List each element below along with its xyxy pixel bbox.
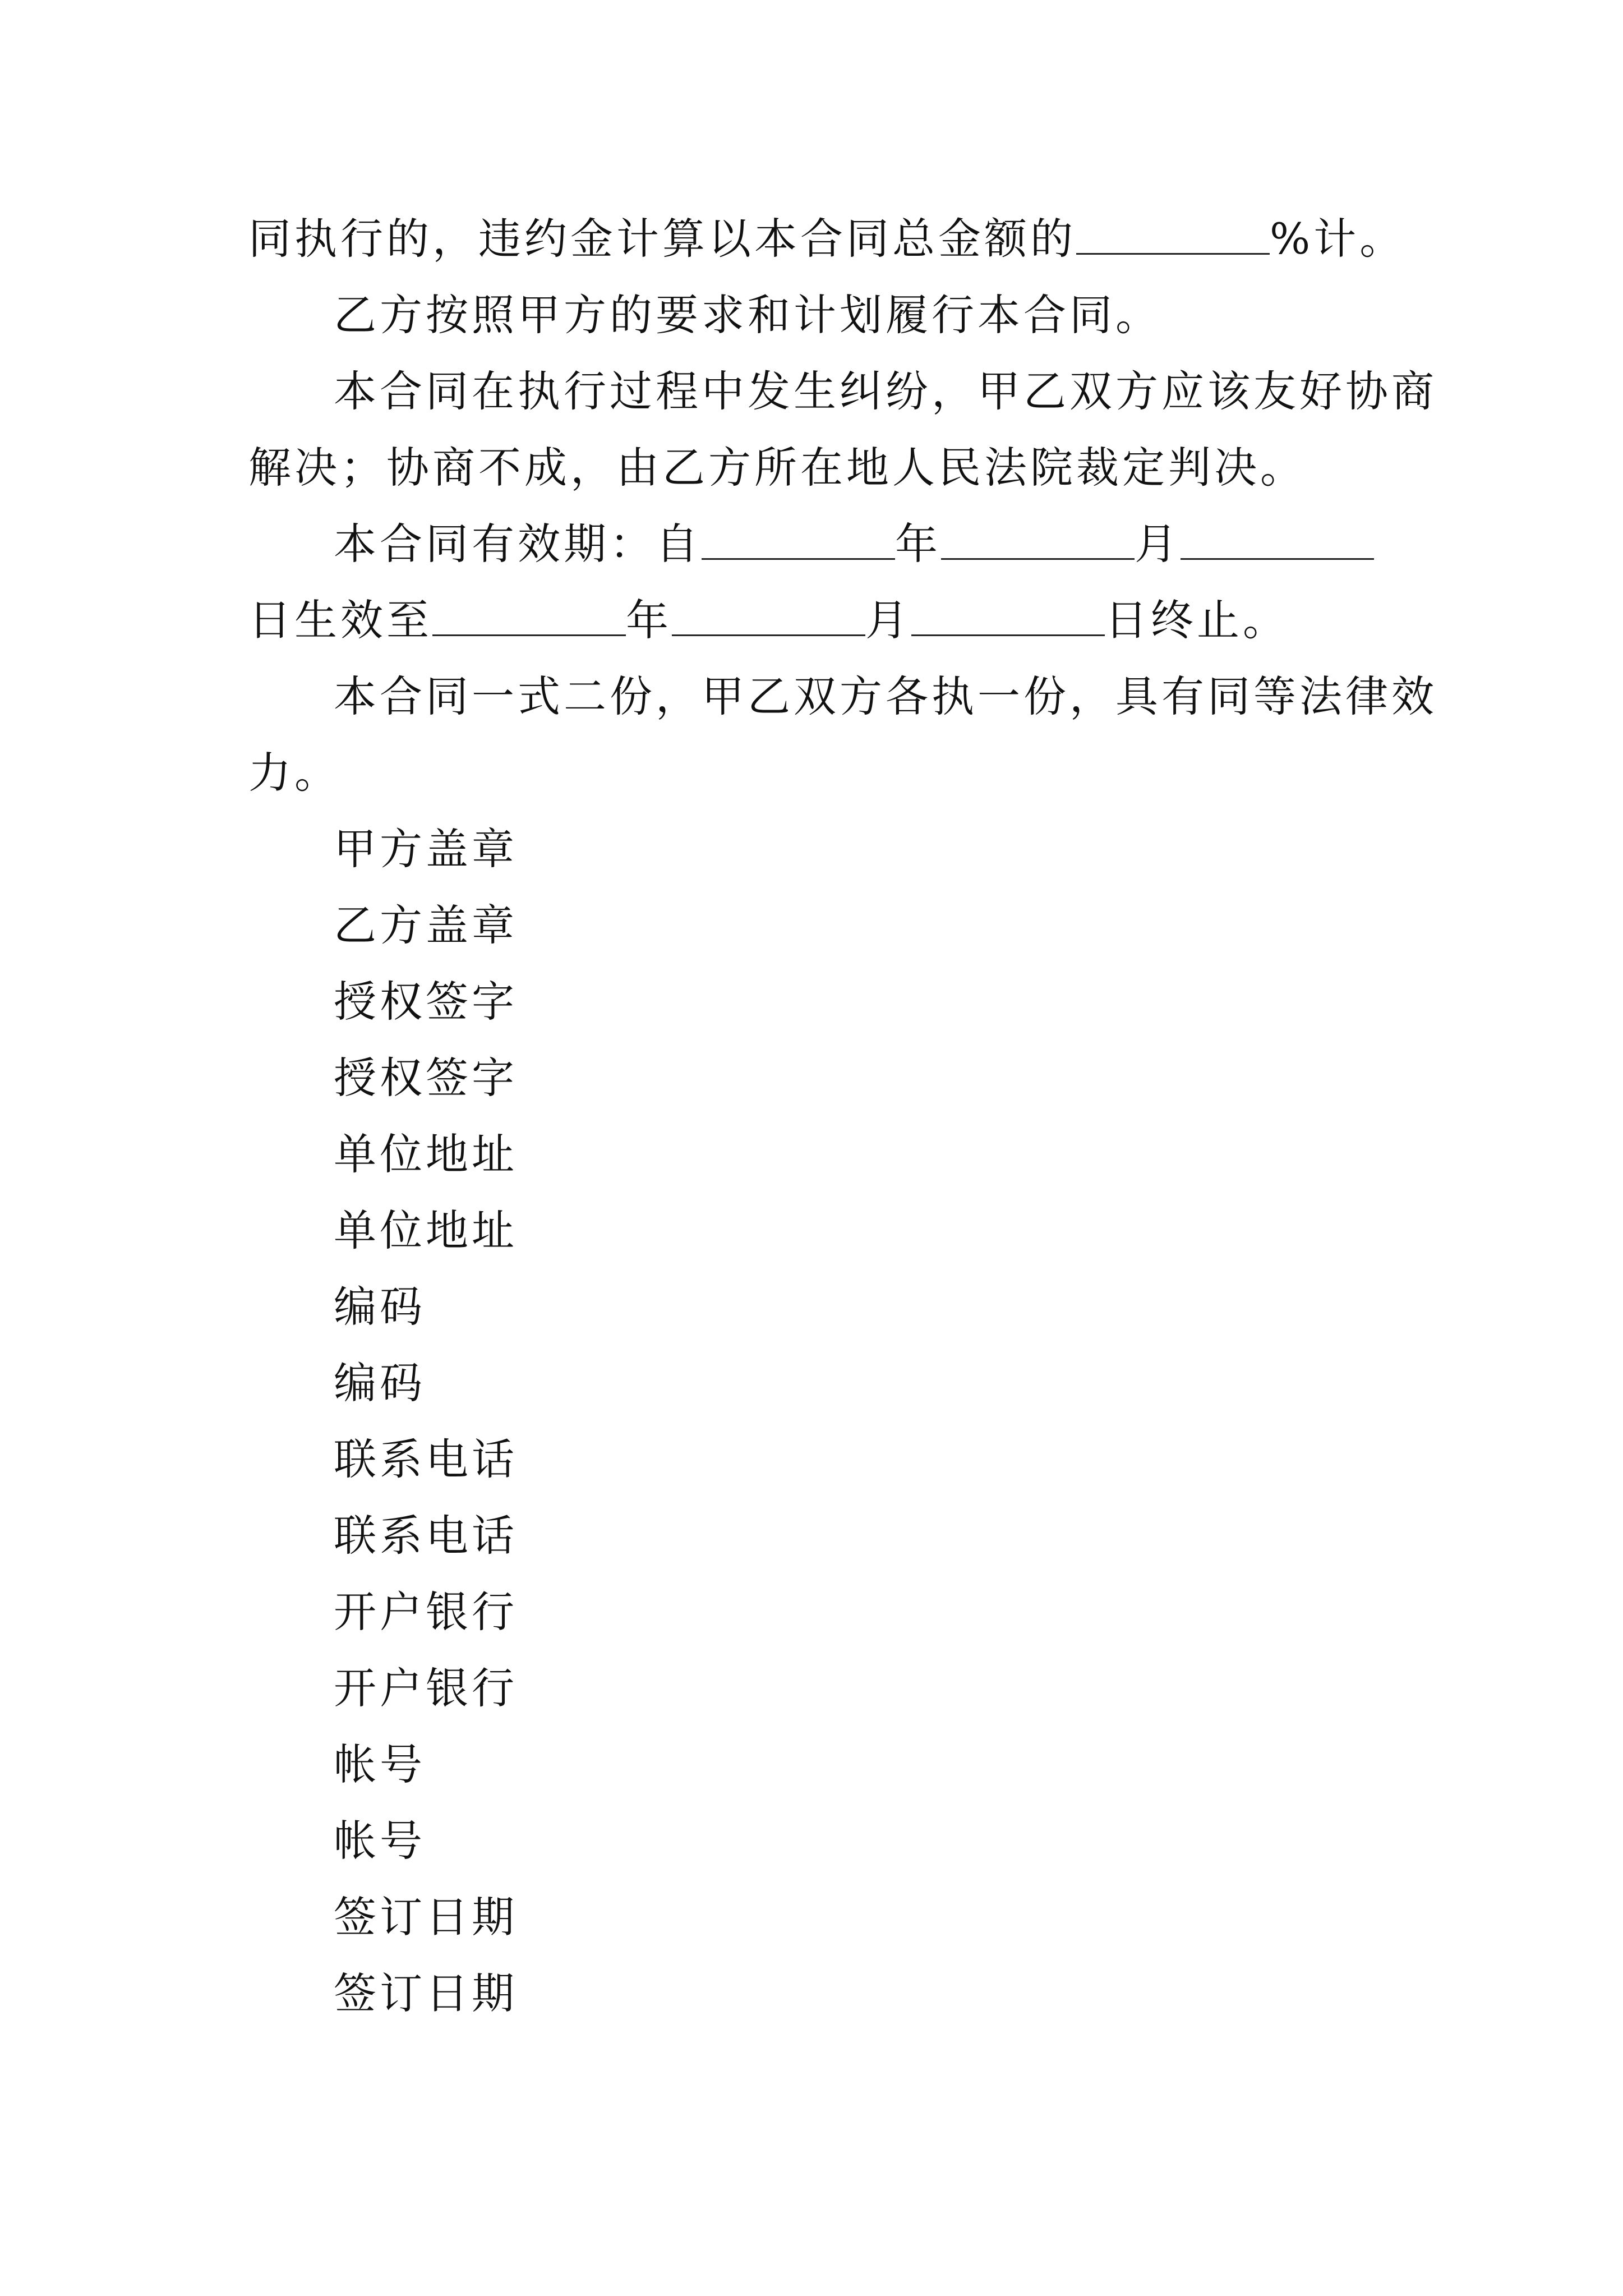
signature-field-party-b-seal: 乙方盖章 (334, 900, 518, 950)
signature-field-phone: 联系电话 (334, 1434, 518, 1484)
signature-field-account: 帐号 (334, 1816, 426, 1866)
dispute-clause-line-2: 解决；协商不成，由乙方所在地人民法院裁定判决。 (248, 443, 1306, 493)
signature-field-authorized-signature: 授权签字 (334, 1053, 518, 1103)
contract-body (248, 201, 1437, 2032)
signature-field-sign-date: 签订日期 (334, 1892, 518, 1942)
validity-prefix: 本合同有效期：自 (334, 519, 702, 569)
effective-to-text: 日生效至 (248, 595, 432, 645)
start-month-blank (941, 524, 1135, 560)
year-label: 年 (626, 595, 672, 645)
signature-fields (248, 811, 1387, 2032)
penalty-clause-text: 同执行的，违约金计算以本合同总金额的 (248, 214, 1076, 264)
copies-clause-line-2: 力。 (248, 748, 340, 798)
signature-field-sign-date: 签订日期 (334, 1968, 518, 2018)
signature-field-address: 单位地址 (334, 1129, 518, 1179)
start-day-blank (1181, 524, 1374, 560)
performance-clause: 乙方按照甲方的要求和计划履行本合同。 (334, 290, 1161, 340)
signature-field-authorized-signature: 授权签字 (334, 977, 518, 1027)
year-label: 年 (895, 519, 941, 569)
signature-field-account: 帐号 (334, 1740, 426, 1789)
copies-clause-line-1: 本合同一式二份，甲乙双方各执一份，具有同等法律效 (334, 671, 1437, 721)
signature-field-postcode: 编码 (334, 1282, 426, 1332)
termination-text: 日终止。 (1105, 595, 1289, 645)
month-label: 月 (865, 595, 911, 645)
signature-field-phone: 联系电话 (334, 1511, 518, 1561)
month-label: 月 (1135, 519, 1181, 569)
validity-clause-line-1 (248, 506, 1387, 582)
end-year-blank (432, 601, 626, 636)
penalty-clause (248, 201, 1406, 277)
signature-field-party-a-seal: 甲方盖章 (334, 824, 518, 874)
signature-field-bank: 开户银行 (334, 1663, 518, 1713)
signature-field-postcode: 编码 (334, 1358, 426, 1408)
validity-clause-line-2 (248, 582, 1387, 659)
end-day-blank (911, 601, 1105, 636)
dispute-clause-line-1: 本合同在执行过程中发生纠纷，甲乙双方应该友好协商 (334, 366, 1437, 416)
penalty-clause-suffix: %计。 (1270, 214, 1406, 264)
signature-field-address: 单位地址 (334, 1205, 518, 1255)
penalty-percent-blank (1076, 219, 1270, 255)
start-year-blank (702, 524, 895, 560)
signature-field-bank: 开户银行 (334, 1587, 518, 1637)
end-month-blank (672, 601, 865, 636)
